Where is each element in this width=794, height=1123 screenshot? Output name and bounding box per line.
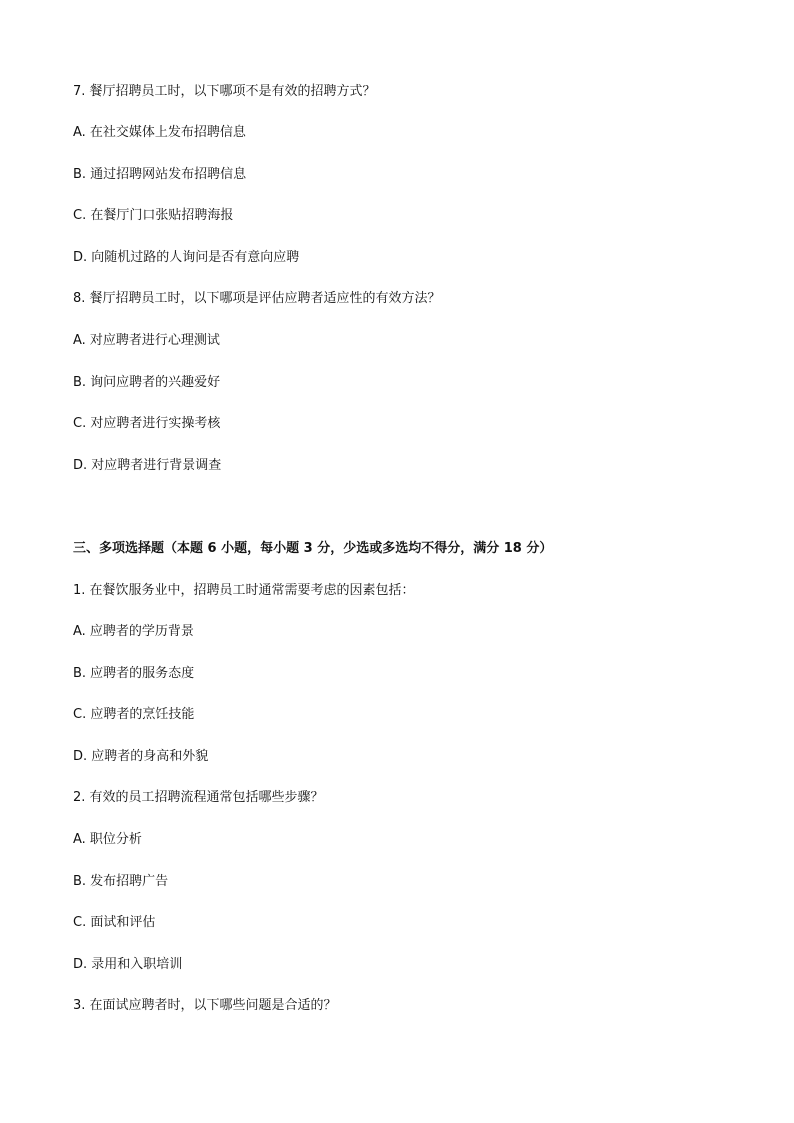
mc-question-2-option-d: D. 录用和入职培训 [73, 957, 183, 972]
question-7-option-c: C. 在餐厅门口张贴招聘海报 [73, 208, 234, 223]
mc-question-2-option-b: B. 发布招聘广告 [73, 874, 169, 889]
mc-question-3: 3. 在面试应聘者时，以下哪些问题是合适的？ [73, 998, 337, 1013]
question-7: 7. 餐厅招聘员工时，以下哪项不是有效的招聘方式？ [73, 84, 376, 99]
mc-question-2-option-a: A. 职位分析 [73, 832, 142, 847]
question-8-option-a: A. 对应聘者进行心理测试 [73, 333, 220, 348]
question-7-option-a: A. 在社交媒体上发布招聘信息 [73, 125, 246, 140]
question-7-option-d: D. 向随机过路的人询问是否有意向应聘 [73, 250, 300, 265]
mc-question-1-option-d: D. 应聘者的身高和外貌 [73, 749, 209, 764]
mc-question-2: 2. 有效的员工招聘流程通常包括哪些步骤？ [73, 790, 324, 805]
question-8-option-d: D. 对应聘者进行背景调查 [73, 458, 222, 473]
mc-question-1-option-b: B. 应聘者的服务态度 [73, 666, 195, 681]
mc-question-1-option-c: C. 应聘者的烹饪技能 [73, 707, 195, 722]
question-8: 8. 餐厅招聘员工时，以下哪项是评估应聘者适应性的有效方法？ [73, 291, 441, 306]
mc-question-1: 1. 在餐饮服务业中，招聘员工时通常需要考虑的因素包括： [73, 583, 415, 598]
question-8-option-b: B. 询问应聘者的兴趣爱好 [73, 375, 221, 390]
mc-question-2-option-c: C. 面试和评估 [73, 915, 156, 930]
mc-question-1-option-a: A. 应聘者的学历背景 [73, 624, 194, 639]
question-7-option-b: B. 通过招聘网站发布招聘信息 [73, 167, 247, 182]
section-heading-multiple-choice: 三、多项选择题（本题 6 小题，每小题 3 分，少选或多选均不得分，满分 18 分） [73, 541, 553, 556]
question-8-option-c: C. 对应聘者进行实操考核 [73, 416, 221, 431]
